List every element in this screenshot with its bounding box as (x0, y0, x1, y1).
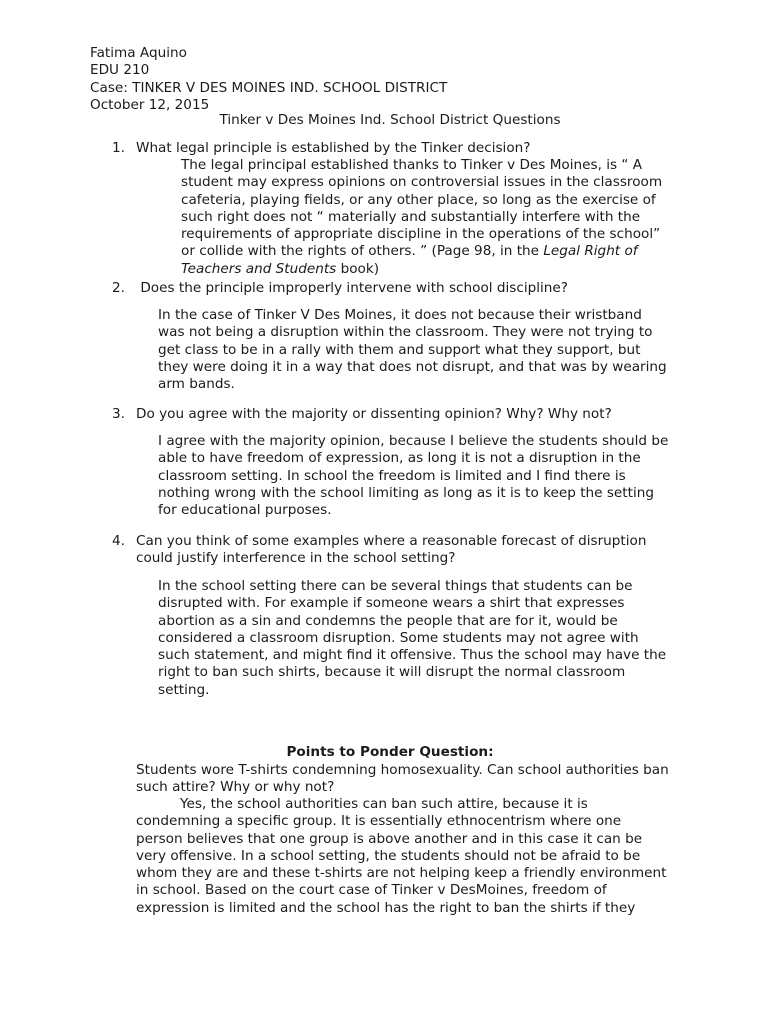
answer-line: student may express opinions on controversial issues in the classroom (181, 174, 663, 191)
question-text: Do you agree with the majority or dissenting opinion? Why? Why not? (136, 406, 612, 422)
answer-line: In the school setting there can be several things that students can be (158, 578, 633, 594)
question-text (136, 533, 646, 568)
answer-4 (158, 578, 666, 699)
answer-1 (181, 157, 662, 278)
book-title-part-2: Teachers and Students (181, 260, 337, 277)
ponder-answer-line: expression is limited and the school has the right to ban the shirts if they (136, 899, 636, 916)
answer-line (181, 261, 662, 278)
answer-line: such statement, and might find it offensive. Thus the school may have the (158, 647, 667, 664)
page-title: Tinker v Des Moines Ind. School District Questions (219, 112, 561, 128)
answer-line: arm bands. (158, 376, 235, 393)
question-text: Does the principle improperly intervene with school discipline? (136, 280, 568, 296)
answer-line: I agree with the majority opinion, because I believe the students should be (158, 433, 669, 449)
ponder-answer-line: Yes, the school authorities can ban such attire, because it is (180, 796, 588, 812)
ponder-question-line: such attire? Why or why not? (136, 779, 335, 796)
case-name: Case: TINKER V DES MOINES IND. SCHOOL DISTRICT (90, 79, 448, 96)
answer-line: considered a classroom disruption. Some students may not agree with (158, 629, 639, 646)
ponder-answer (136, 796, 666, 917)
answer-text: or collide with the rights of others. ” (Page 98, in the (181, 243, 544, 260)
answer-line: nothing wrong with the school limiting as long as it is to keep the setting (158, 484, 654, 501)
question-number: 2. (112, 280, 125, 296)
answer-line: cafeteria, playing fields, or any other place, so long as the exercise of (181, 191, 656, 208)
answer-line (181, 243, 662, 260)
answer-line: able to have freedom of expression, as long it is not a disruption in the (158, 450, 641, 467)
answer-line: classroom setting. In school the freedom is limited and I find there is (158, 467, 626, 484)
ponder-answer-line: whom they are and these t-shirts are not helping keep a friendly environment (136, 865, 667, 882)
ponder-answer-line: in school. Based on the court case of Tinker v DesMoines, freedom of (136, 882, 607, 899)
answer-3 (158, 433, 668, 519)
question-number: 1. (112, 140, 125, 156)
question-number: 4. (112, 533, 125, 549)
ponder-heading: Points to Ponder Question: (286, 744, 494, 760)
ponder-answer-line: very offensive. In a school setting, the students should not be afraid to be (136, 847, 641, 864)
book-title-part-1: Legal Right of (543, 243, 638, 260)
author-name: Fatima Aquino (90, 45, 187, 61)
answer-line: was not being a disruption within the classroom. They were not trying to (158, 324, 653, 341)
ponder-question (136, 762, 669, 797)
answer-line: they were doing it in a way that does not disrupt, and that was by wearing (158, 358, 667, 375)
answer-line: right to ban such shirts, because it will disrupt the normal classroom (158, 664, 626, 681)
ponder-answer-line: person believes that one group is above another and in this case it can be (136, 830, 643, 847)
question-text: What legal principle is established by the Tinker decision? (136, 140, 531, 156)
document-date: October 12, 2015 (90, 96, 210, 113)
document-header (90, 45, 447, 114)
question-line: could justify interference in the school setting? (136, 550, 456, 567)
answer-line: requirements of appropriate discipline in the operations of the school” (181, 226, 661, 243)
answer-line: for educational purposes. (158, 502, 332, 519)
answer-line: disrupted with. For example if someone wears a shirt that expresses (158, 595, 625, 612)
course-code: EDU 210 (90, 62, 150, 79)
answer-line: abortion as a sin and condemns the people that are for it, would be (158, 612, 618, 629)
answer-tail: book) (336, 260, 380, 277)
answer-line: get class to be in a rally with them and support what they support, but (158, 341, 641, 358)
question-number: 3. (112, 406, 125, 422)
ponder-question-line: Students wore T-shirts condemning homosexuality. Can school authorities ban (136, 762, 669, 778)
answer-line: such right does not “ materially and substantially interfere with the (181, 208, 641, 225)
answer-line: In the case of Tinker V Des Moines, it does not because their wristband (158, 307, 642, 323)
ponder-answer-line: condemning a specific group. It is essentially ethnocentrism where one (136, 813, 622, 830)
answer-line: setting. (158, 681, 210, 698)
question-line: Can you think of some examples where a reasonable forecast of disruption (136, 533, 647, 549)
answer-2 (158, 307, 667, 393)
answer-line: The legal principal established thanks to Tinker v Des Moines, is “ A (181, 157, 643, 173)
